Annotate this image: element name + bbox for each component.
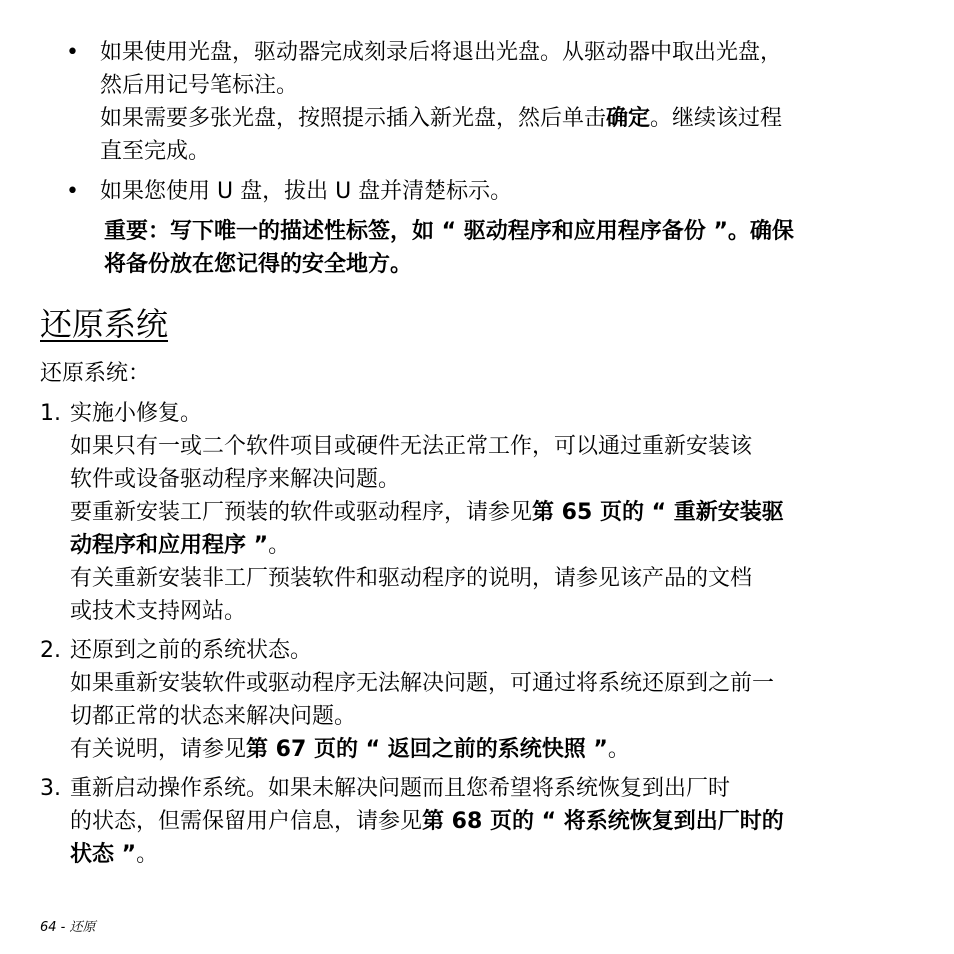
- bullet-1-line-1: 如果使用光盘，驱动器完成刻录后将退出光盘。从驱动器中取出光盘，: [100, 40, 783, 65]
- bullet-1-text-cont: 。继续该过程: [650, 106, 783, 131]
- page-68-reference-cont: 状态 ”: [70, 842, 137, 867]
- important-note-line-2: 将备份放在您记得的安全地方。: [104, 252, 413, 277]
- step-2-title: 还原到之前的系统状态。: [70, 638, 313, 663]
- step-3-number: 3.: [40, 776, 61, 801]
- step-1-para-2-line-1: [70, 496, 784, 529]
- step-1-para-3-line-2: 或技术支持网站。: [70, 599, 247, 624]
- step-2-para-1-line-1: 如果重新安装软件或驱动程序无法解决问题，可通过将系统还原到之前一: [70, 671, 775, 696]
- page-65-reference-cont: 动程序和应用程序 ”: [70, 533, 269, 558]
- step-1-para-1-line-2: 软件或设备驱动程序来解决问题。: [70, 467, 401, 492]
- step-3-para-1-text: 的状态，但需保留用户信息，请参见: [70, 809, 423, 834]
- page-65-reference: 第 65 页的 “ 重新安装驱: [532, 500, 784, 525]
- step-1-para-1-line-1: 如果只有一或二个软件项目或硬件无法正常工作，可以通过重新安装该: [70, 434, 753, 459]
- step-1-title: 实施小修复。: [70, 401, 203, 426]
- step-1-number: 1.: [40, 401, 61, 426]
- bullet-1-line-3: [100, 102, 782, 135]
- step-1-para-2-end: 。: [268, 533, 291, 558]
- intro-text: 还原系统：: [40, 361, 151, 386]
- step-3-title: 重新启动操作系统。如果未解决问题而且您希望将系统恢复到出厂时: [70, 776, 731, 801]
- step-2-number: 2.: [40, 638, 61, 663]
- important-note-line-1: 重要：写下唯一的描述性标签，如 “ 驱动程序和应用程序备份 ”。确保: [104, 219, 794, 244]
- bullet-marker: •: [66, 179, 79, 204]
- bullet-1-line-4: 直至完成。: [100, 139, 211, 164]
- step-1-para-2-line-2: [70, 529, 290, 562]
- step-1-para-2-text: 要重新安装工厂预装的软件或驱动程序，请参见: [70, 500, 533, 525]
- page-68-reference: 第 68 页的 “ 将系统恢复到出厂时的: [422, 809, 784, 834]
- step-3-para-1-line-2: [70, 838, 158, 871]
- section-heading: 还原系统: [40, 305, 169, 343]
- step-2-para-2: [70, 733, 630, 766]
- bullet-marker: •: [66, 40, 79, 65]
- page-footer: 64 - 还原: [40, 920, 96, 935]
- page-67-reference: 第 67 页的 “ 返回之前的系统快照 ”: [246, 737, 608, 762]
- step-2-para-1-line-2: 切都正常的状态来解决问题。: [70, 704, 357, 729]
- step-2-para-2-end: 。: [607, 737, 630, 762]
- bullet-2-line-1: 如果您使用 U 盘，拔出 U 盘并清楚标示。: [100, 179, 513, 204]
- step-3-para-1-line-1: [70, 805, 784, 838]
- ok-term: 确定: [606, 106, 651, 131]
- step-3-para-1-end: 。: [136, 842, 159, 867]
- bullet-1-text: 如果需要多张光盘，按照提示插入新光盘，然后单击: [100, 106, 607, 131]
- step-1-para-3-line-1: 有关重新安装非工厂预装软件和驱动程序的说明，请参见该产品的文档: [70, 566, 753, 591]
- bullet-1-line-2: 然后用记号笔标注。: [100, 73, 299, 98]
- step-2-para-2-text: 有关说明，请参见: [70, 737, 247, 762]
